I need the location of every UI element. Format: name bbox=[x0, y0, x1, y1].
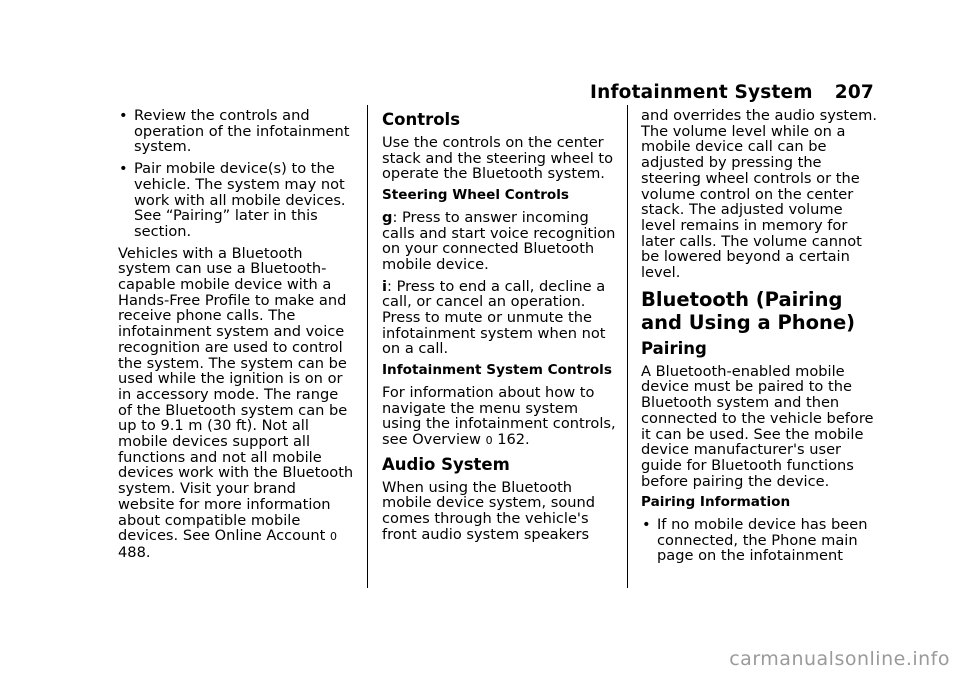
intro-paragraph bbox=[118, 246, 356, 561]
page-reference-link[interactable]: 488. bbox=[118, 543, 151, 561]
heading-pairing: Pairing bbox=[641, 338, 707, 358]
column-1 bbox=[118, 108, 356, 567]
page-number: 207 bbox=[834, 82, 874, 103]
bullet-dot-icon: • bbox=[119, 160, 128, 178]
heading-controls: Controls bbox=[382, 110, 461, 129]
end-call-text: : Press to end a call, decline a call, or cancel an operation. Press to mute or unmute the infotainment system when not on a call. bbox=[382, 277, 606, 358]
bullet-text: Review the controls and operation of the infotainment system. bbox=[134, 107, 350, 156]
bullet-dot-icon: • bbox=[119, 107, 128, 124]
info-paragraph bbox=[382, 385, 618, 449]
list-item bbox=[118, 108, 356, 155]
end-call-control-paragraph bbox=[382, 279, 618, 358]
call-control-paragraph bbox=[382, 210, 618, 273]
page-reference-link[interactable]: 162. bbox=[497, 430, 530, 448]
paragraph-text: Vehicles with a Bluetooth system can use a Bluetooth-capable mobile device with a Hands-Free Profile to make and receive phone calls. The infotainment system and voice recognition are used to control the system. The system can be used while the ignition is on or in accessory mode. The range of the Bluetooth system can be up to 9.1 m (30 ft). Not all mobile devices support all functions and not all mobile devices work with the Bluetooth system. Visit your brand website for more information about compatible mobile devices. See Online Account bbox=[118, 244, 354, 545]
pairing-paragraph: A Bluetooth-enabled mobile device must be paired to the Bluetooth system and then connected to the vehicle before it can be used. See the mobile device manufacturer's user guide for Bluetooth functions before pairing the device. bbox=[641, 362, 874, 490]
controls-paragraph: Use the controls on the center stack and the steering wheel to operate the Bluetooth system. bbox=[382, 134, 614, 183]
continued-paragraph: and overrides the audio system. The volume level while on a mobile device call can be adjusted by pressing the steering wheel controls or the volume control on the center stack. The adjusted volume level remains in memory for later calls. The volume cannot be lowered beyond a certain level. bbox=[641, 107, 877, 282]
pairing-information-label: Pairing Information bbox=[641, 494, 791, 511]
heading-audio-system: Audio System bbox=[382, 454, 510, 474]
infotainment-controls-label: Infotainment System Controls bbox=[382, 362, 612, 379]
page-reference-arrow-icon: 0 bbox=[485, 433, 493, 447]
list-item bbox=[641, 517, 877, 564]
section-title: Infotainment System bbox=[589, 82, 813, 103]
call-control-text: : Press to answer incoming calls and start voice recognition on your connected Bluetooth mobile device. bbox=[382, 208, 616, 273]
column-2 bbox=[382, 108, 618, 548]
bullet-text: If no mobile device has been connected, the Phone main page on the infotainment bbox=[657, 516, 868, 565]
steering-wheel-controls-label: Steering Wheel Controls bbox=[382, 187, 570, 204]
column-divider bbox=[367, 105, 368, 588]
phone-call-icon: g bbox=[382, 208, 393, 226]
page-header bbox=[590, 82, 874, 103]
bullet-dot-icon: • bbox=[642, 516, 651, 534]
page-reference-arrow-icon: 0 bbox=[329, 530, 337, 544]
end-call-icon: i bbox=[382, 277, 388, 295]
column-3 bbox=[641, 108, 877, 564]
heading-bluetooth: Bluetooth (Pairing and Using a Phone) bbox=[641, 287, 856, 334]
column-divider bbox=[627, 105, 628, 588]
info-text: For information about how to navigate the menu system using the infotainment controls, see Overview bbox=[382, 383, 616, 448]
audio-paragraph: When using the Bluetooth mobile device system, sound comes through the vehicle's front audio system speakers bbox=[382, 478, 596, 543]
list-item bbox=[118, 161, 356, 240]
bullet-text: Pair mobile device(s) to the vehicle. The system may not work with all mobile devices. See “Pairing” later in this section. bbox=[134, 160, 346, 240]
watermark: carmanualsonline.info bbox=[729, 648, 950, 670]
